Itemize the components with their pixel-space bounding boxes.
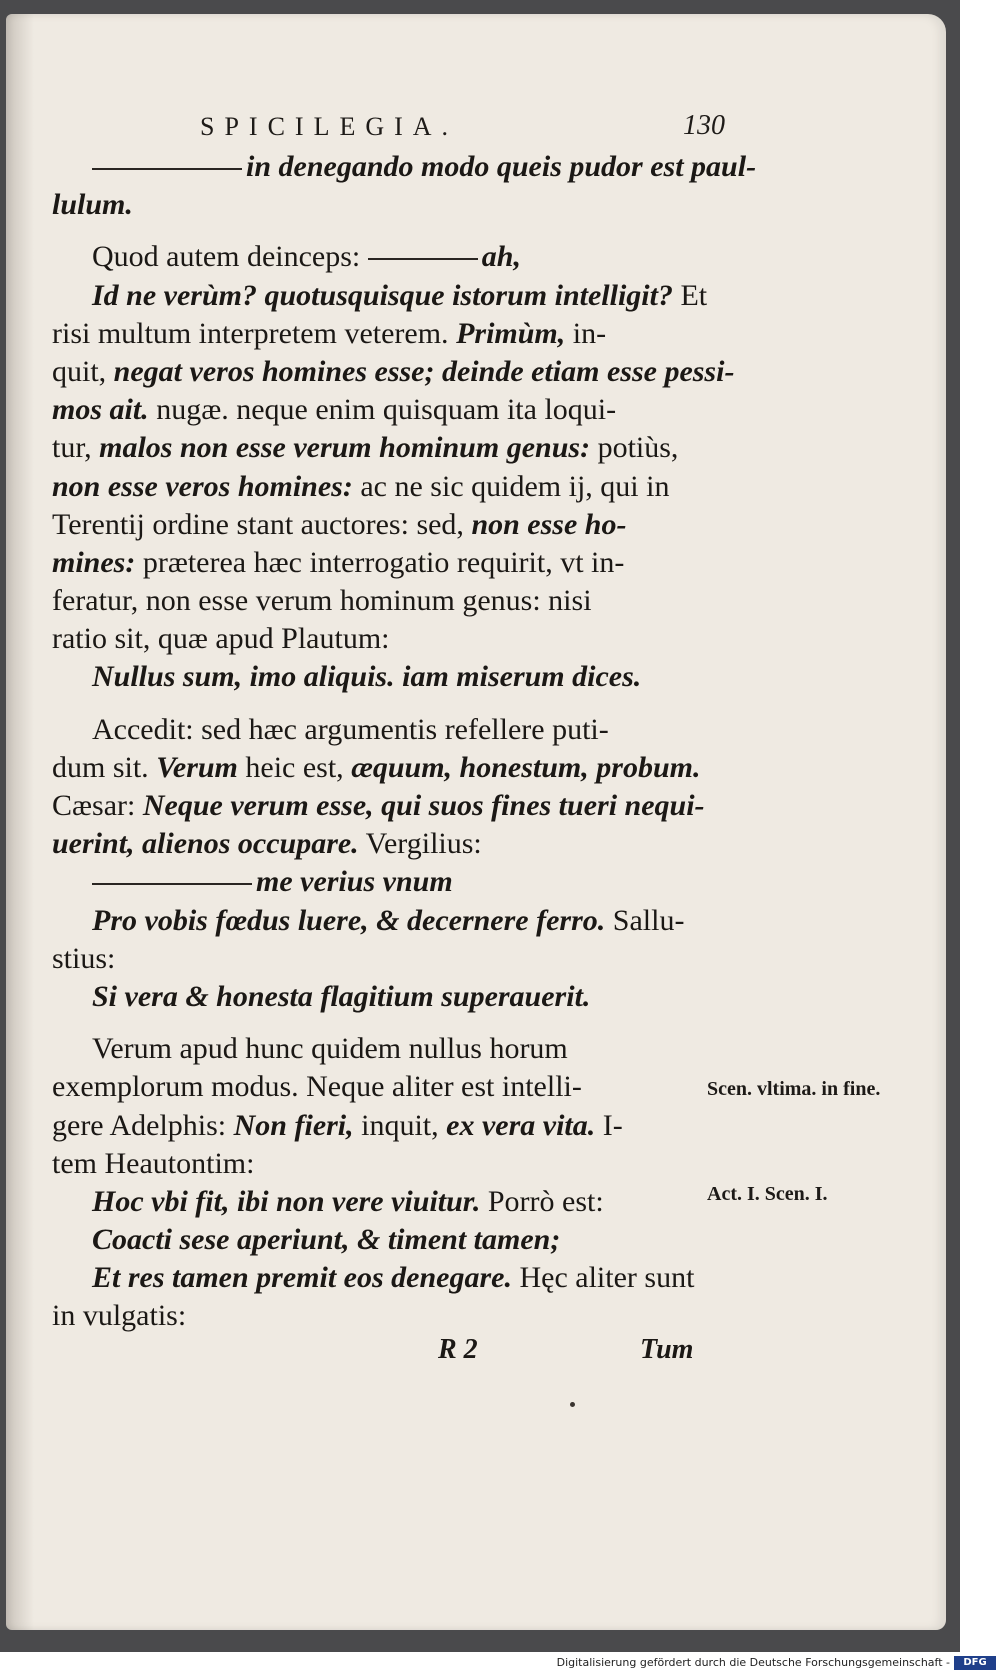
italic-quote-text: mines:	[52, 545, 136, 579]
ink-speck	[570, 1402, 575, 1407]
italic-quote-text: Non fieri,	[233, 1108, 354, 1142]
ellipsis-rule	[92, 168, 242, 170]
text-line	[52, 620, 692, 658]
italic-quote-text: ah,	[481, 240, 521, 274]
roman-text: stius:	[52, 941, 116, 975]
italic-quote-text: Hoc vbi fit, ibi non vere viuitur.	[92, 1184, 481, 1218]
paragraph-gap	[52, 224, 692, 238]
roman-text: gere Adelphis:	[52, 1108, 234, 1142]
text-line	[52, 277, 708, 315]
italic-quote-text: Coacti sese aperiunt, & timent tamen;	[92, 1223, 561, 1257]
italic-quote-text: Primùm,	[456, 316, 566, 350]
roman-text: potiùs,	[590, 431, 679, 465]
roman-text: ratio sit, quæ apud Plautum:	[52, 622, 390, 656]
text-line	[52, 978, 692, 1016]
italic-quote-text: Pro vobis fœdus luere, & decernere ferro.	[92, 903, 606, 937]
page-footer-marks	[0, 1334, 700, 1374]
italic-quote-text: Verum	[156, 750, 238, 784]
roman-text: heic est,	[237, 750, 352, 784]
text-line	[52, 1068, 692, 1106]
text-line	[52, 186, 692, 224]
text-line	[52, 148, 757, 186]
italic-quote-text: Si vera & honesta flagitium superauerit.	[92, 979, 591, 1013]
paragraph-gap	[52, 1016, 692, 1030]
ellipsis-rule	[92, 883, 252, 885]
roman-text: tem Heautontim:	[52, 1146, 255, 1180]
text-line	[52, 391, 692, 429]
signature-mark: R 2	[438, 1334, 478, 1365]
roman-text: tur,	[52, 431, 100, 465]
margin-note-scene: Scen. vltima. in fine.	[707, 1078, 881, 1100]
text-line	[52, 1107, 692, 1145]
italic-quote-text: Et res tamen premit eos denegare.	[92, 1261, 512, 1295]
italic-quote-text: in denegando modo queis pudor est paul-	[246, 150, 757, 183]
roman-text: præterea hæc interrogatio requirit, vt in-	[135, 545, 625, 579]
text-line	[52, 863, 692, 901]
roman-text: quit,	[52, 354, 114, 388]
italic-quote-text: non esse ho-	[471, 507, 627, 541]
roman-text: Cæsar:	[52, 789, 143, 822]
dfg-logo: DFG	[954, 1656, 996, 1670]
text-line	[52, 1221, 692, 1259]
text-line	[52, 506, 692, 544]
roman-text: nugæ. neque enim quisquam ita loqui-	[148, 393, 617, 427]
text-line	[52, 1183, 692, 1221]
text-line	[52, 1030, 692, 1068]
main-text-block	[52, 148, 757, 1336]
text-line	[52, 238, 692, 276]
roman-text: in vulgatis:	[52, 1299, 187, 1333]
roman-text: Hęc aliter sunt	[511, 1261, 695, 1295]
roman-text: ac ne sic quidem ij, qui in	[352, 469, 670, 503]
roman-text: feratur, non esse verum hominum genus: nisi	[52, 584, 592, 618]
digitization-credit: Digitalisierung gefördert durch die Deutsche Forschungsgemeinschaft -	[556, 1656, 950, 1669]
roman-text: I-	[595, 1108, 623, 1142]
text-line	[52, 1259, 695, 1297]
text-line	[52, 1297, 692, 1335]
text-line	[52, 315, 692, 353]
text-line	[52, 658, 692, 696]
margin-note-act: Act. I. Scen. I.	[707, 1183, 828, 1205]
text-line	[52, 940, 692, 978]
page-number: 130	[683, 110, 725, 141]
text-line	[52, 787, 705, 825]
roman-text: Vergilius:	[358, 827, 482, 861]
roman-text: inquit,	[353, 1108, 447, 1142]
italic-quote-text: Nullus sum, imo aliquis. iam miserum dices.	[92, 660, 642, 694]
roman-text: Terentij ordine stant auctores: sed,	[52, 507, 472, 541]
italic-quote-text: malos non esse verum hominum genus:	[99, 431, 591, 465]
text-line	[52, 429, 692, 467]
text-line	[52, 749, 701, 787]
catchword: Tum	[640, 1334, 694, 1365]
paragraph-gap	[52, 697, 692, 711]
roman-text: Verum apud hunc quidem nullus horum	[92, 1032, 568, 1066]
roman-text: Accedit: sed hæc argumentis refellere puti-	[92, 712, 609, 746]
running-title: SPICILEGIA.	[200, 112, 459, 141]
roman-text: Quod autem deinceps:	[92, 240, 368, 274]
text-line	[52, 353, 735, 391]
text-line	[52, 1145, 692, 1183]
roman-text: Sallu-	[605, 903, 685, 937]
text-line	[52, 902, 692, 940]
italic-quote-text: Neque verum esse, qui suos fines tueri nequi-	[142, 789, 705, 822]
roman-text: Porrò est:	[480, 1184, 604, 1218]
italic-quote-text: lulum.	[52, 188, 133, 222]
text-line	[52, 825, 692, 863]
roman-text: Et	[672, 278, 708, 312]
italic-quote-text: æquum, honestum, probum.	[351, 750, 701, 784]
italic-quote-text: ex vera vita.	[446, 1108, 596, 1142]
roman-text: in-	[565, 316, 607, 350]
text-line	[52, 582, 692, 620]
italic-quote-text: negat veros homines esse; deinde etiam esse pessi-	[113, 354, 735, 388]
italic-quote-text: uerint, alienos occupare.	[52, 827, 359, 861]
italic-quote-text: me verius vnum	[256, 865, 453, 899]
italic-quote-text: Id ne verùm? quotusquisque istorum intelligit?	[92, 278, 673, 312]
page-spine-shadow	[6, 14, 34, 1630]
ellipsis-rule	[368, 258, 478, 260]
italic-quote-text: mos ait.	[52, 393, 149, 427]
italic-quote-text: non esse veros homines:	[52, 469, 353, 503]
roman-text: exemplorum modus. Neque aliter est intelli-	[52, 1070, 582, 1104]
text-line	[52, 544, 692, 582]
text-line	[52, 711, 692, 749]
roman-text: risi multum interpretem veterem.	[52, 316, 457, 350]
roman-text: dum sit.	[52, 750, 157, 784]
text-line	[52, 468, 692, 506]
running-head	[200, 110, 725, 148]
